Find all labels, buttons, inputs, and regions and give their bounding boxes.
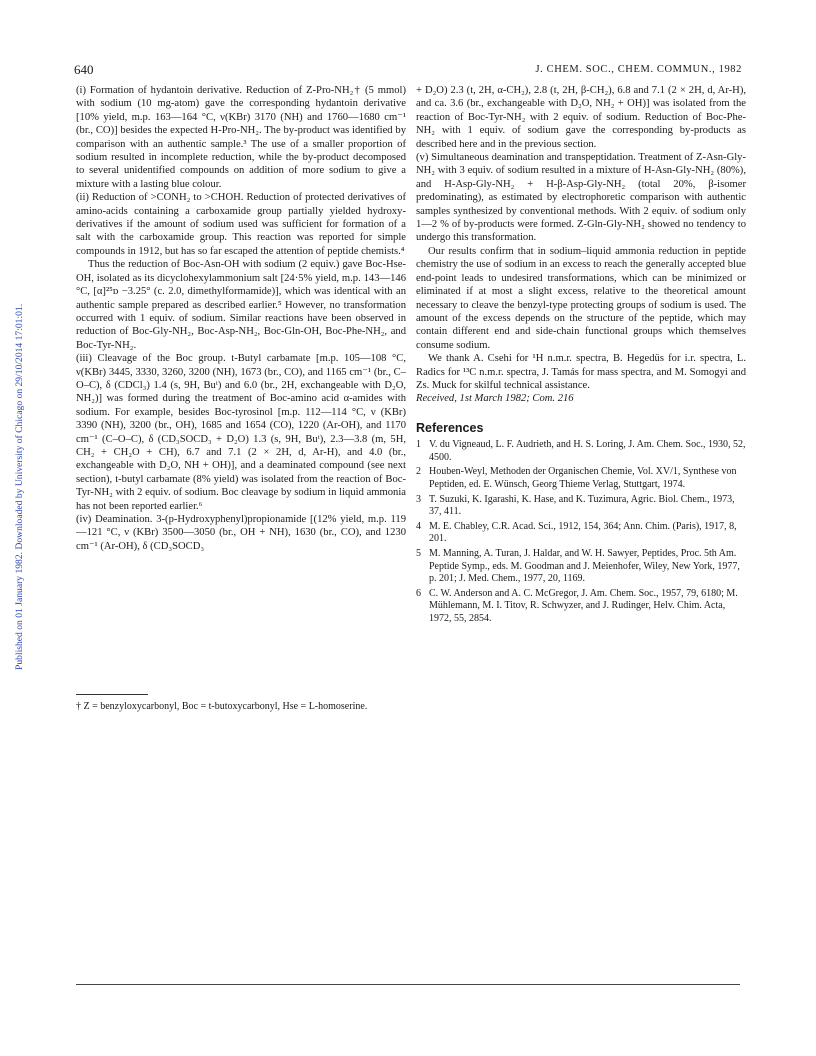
left-column — [76, 84, 406, 553]
footnote: † Z = benzyloxycarbonyl, Boc = t-butoxycarbonyl, Hse = L-homoserine. — [76, 701, 368, 712]
download-stamp — [2, 150, 25, 670]
references-heading: References — [416, 420, 484, 435]
reference-text: Houben-Weyl, Methoden der Organischen Chemie, Vol. XV/1, Synthese von Peptiden, ed. E. Wünsch, Georg Thieme Verlag, Stuttgart, 1974. — [429, 466, 737, 490]
reference-item — [416, 466, 746, 491]
reference-number: 6 — [416, 587, 421, 599]
reference-item — [416, 548, 746, 586]
reference-list — [416, 439, 746, 625]
reference-text: V. du Vigneaud, L. F. Audrieth, and H. S. Loring, J. Am. Chem. Soc., 1930, 52, 4500. — [429, 439, 746, 463]
reference-number: 4 — [416, 520, 421, 532]
reference-number: 1 — [416, 439, 421, 451]
paragraph-boc-cleavage: (iii) Cleavage of the Boc group. t-Butyl carbamate [m.p. 105—108 °C, ν(KBr) 3445, 3330, 3260, 3200 (NH), 1673 (br., CO), and 1165 cm⁻¹ (br., C–O–C), δ (CDCl₃) 1.4 (s, 9H, Buᵗ) and 6.0 (br., 2H, exchangeable with D₂O, NH₂)] was formed during the treatment of Boc-amino acid α-amides with sodium. For example, besides Boc-tyrosinol [m.p. 112—114 °C, ν (KBr) 3390 (NH), 3200 (br., OH), 1685 and 1654 (CO), 1220 (Ar-OH), and 1170 cm⁻¹ (C–O–C), δ (CD₃SOCD₃ + D₂O) 1.3 (s, 9H, Buᵗ), 2.3—3.8 (m, 5H, CH₂ + CH₂O + CH), 6.7 and 7.1 (2 × 2H, d, Ar-H), and 4.0 (br., exchangeable with D₂O, NH + OH)], and a deaminated compound (see next section), t-butyl carbamate (8% yield) was isolated from the reaction of Boc-Tyr-NH₂ with 2 equiv. of sodium. Boc cleavage by sodium in liquid ammonia has not been reported earlier.⁶ — [76, 353, 406, 512]
download-stamp-text[interactable]: Published on 01 January 1982. Downloaded by University of Chicago on 29/10/2014 17:01:01. — [14, 303, 25, 670]
reference-number: 2 — [416, 466, 421, 478]
reference-text: M. E. Chabley, C.R. Acad. Sci., 1912, 154, 364; Ann. Chim. (Paris), 1917, 8, 201. — [429, 520, 737, 545]
paragraph-hydantoin: (i) Formation of hydantoin derivative. Reduction of Z-Pro-NH₂† (5 mmol) with sodium (10 mg-atom) gave the corresponding hydantoin derivative [10% yield, m.p. 163—164 °C, ν(KBr) 3170 (NH) and 1760—1680 cm⁻¹ (br., CO)] besides the expected H-Pro-NH₂. The by-product was identified by comparison with an authentic sample.³ The use of a smaller proportion of sodium resulted in incomplete reduction, while the by-product decomposed to several unidentified compounds on addition of more sodium to give a mixture with a lasting blue colour. — [76, 85, 406, 190]
reference-item — [416, 439, 746, 464]
right-column — [416, 84, 746, 627]
paragraph-conclusion: Our results confirm that in sodium–liquid ammonia reduction in peptide chemistry the use of sodium in an excess to reach the generally accepted blue end-point leads to undesired transformations, which can be minimized or eliminated if at most a slight excess, relative to the theoretical amount necessary to cleave the benzyl-type protecting groups of sodium is used. The amount of the excess depends on the structure of the peptide, which may contain different end and side-chain functional groups which themselves consume sodium. — [416, 245, 746, 351]
reference-item — [416, 494, 746, 519]
reference-number: 3 — [416, 493, 421, 505]
paragraph-boc-asn: Thus the reduction of Boc-Asn-OH with sodium (2 equiv.) gave Boc-Hse-OH, isolated as its dicyclohexylammonium salt [24·5% yield, m.p. 143—146 °C, [α]²⁵ᴅ −3.25° (c. 2.0, dimethylformamide)], which was identical with an authentic sample prepared as described earlier.⁵ However, no transformation occurred with 1 equiv. of sodium. Similar reactions have been observed in reduction of Boc-Gly-NH₂, Boc-Asp-NH₂, Boc-Gln-OH, Boc-Phe-NH₂, and Boc-Tyr-NH₂. — [76, 259, 406, 351]
paragraph-transpeptidation: (v) Simultaneous deamination and transpeptidation. Treatment of Z-Asn-Gly-NH₂ with 3 equiv. of sodium resulted in a mixture of H-Asn-Gly-NH₂ (80%), and H-Asp-Gly-NH₂ + H-β-Asp-Gly-NH₂ (total 20%, β-isomer predominating), as estimated by electrophoretic comparison with authentic samples synthesized by conventional methods. With 2 equiv. of sodium only 1—2 % of by-products were formed. Z-Gln-Gly-NH₂ showed no tendency to undergo this transformation. — [416, 152, 746, 244]
reference-text: T. Suzuki, K. Igarashi, K. Hase, and K. Tuzimura, Agric. Biol. Chem., 1973, 37, 411. — [429, 493, 735, 518]
footnote-rule — [76, 694, 148, 695]
received-line: Received, 1st March 1982; Com. 216 — [416, 393, 574, 405]
paragraph-deamination: (iv) Deamination. 3-(p-Hydroxyphenyl)propionamide [(12% yield, m.p. 119—121 °C, ν (KBr) 3500—3050 (br., OH + NH), 1630 (br., CO), and 1230 cm⁻¹ (Ar-OH), δ (CD₃SOCD₃ — [76, 514, 406, 552]
reference-text: M. Manning, A. Turan, J. Haldar, and W. H. Sawyer, Peptides, Proc. 5th Am. Peptide Symp., eds. M. Goodman and J. Meienhofer, Wiley, New York, 1977, p. 201; J. Med. Chem., 1977, 20, 1169. — [429, 547, 740, 585]
paragraph-acknowledgements: We thank A. Csehi for ¹H n.m.r. spectra, B. Hegedüs for i.r. spectra, L. Radics for ¹³C n.m.r. spectra, J. Tamás for mass spectra, and M. Somogyi and Zs. Muck for skilful technical assistance. — [416, 353, 746, 391]
running-head: J. CHEM. SOC., CHEM. COMMUN., 1982 — [535, 64, 742, 75]
reference-item — [416, 588, 746, 626]
reference-number: 5 — [416, 547, 421, 559]
paragraph-reduction-conh2: (ii) Reduction of >CONH₂ to >CHOH. Reduction of protected derivatives of amino-acids containing a carboxamide group partially yielded hydroxy-derivatives if the amount of sodium used was sufficient for formation of a salt with the carboxamide group. This reaction was reported for simple compounds in 1912, but has so far escaped the attention of peptide chemists.⁴ — [76, 192, 406, 257]
paragraph-deamination-cont: + D₂O) 2.3 (t, 2H, α-CH₂), 2.8 (t, 2H, β-CH₂), 6.8 and 7.1 (2 × 2H, d, Ar-H), and ca. 3.6 (br., exchangeable with D₂O, NH₂ + OH)] was isolated from the reaction of Boc-Tyr-NH₂ with 2 equiv. of sodium. Reduction of Boc-Phe-NH₂ with 1 equiv. of sodium gave the corresponding by-products as described here and in the previous section. — [416, 85, 746, 150]
page-number: 640 — [74, 62, 94, 77]
reference-item — [416, 521, 746, 546]
bottom-rule — [76, 984, 740, 985]
reference-text: C. W. Anderson and A. C. McGregor, J. Am. Chem. Soc., 1957, 79, 6180; M. Mühlemann, M. I. Titov, R. Schwyzer, and J. Rudinger, Helv. Chim. Acta, 1972, 55, 2854. — [429, 587, 738, 624]
